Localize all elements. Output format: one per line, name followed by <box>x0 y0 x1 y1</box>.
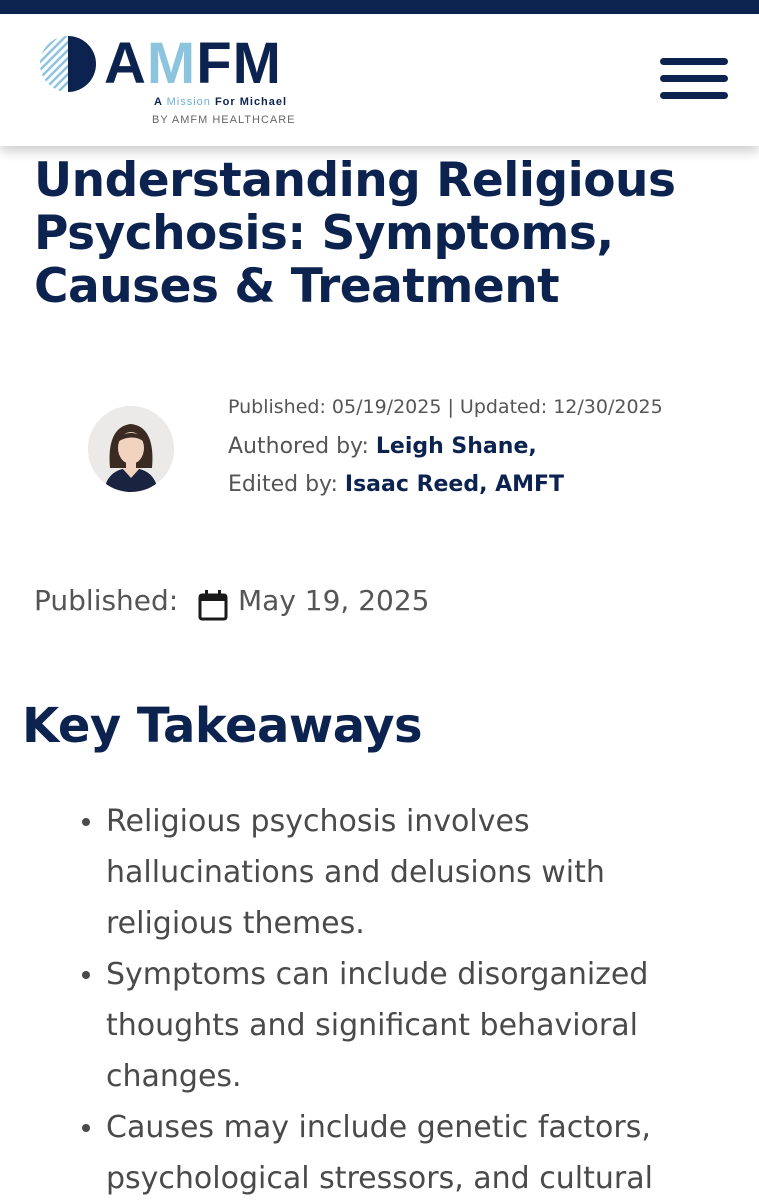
key-takeaways-heading: Key Takeaways <box>22 698 423 754</box>
site-header <box>0 14 759 146</box>
logo-word-accent: M <box>146 31 197 96</box>
logo-subline: BY AMFM HEALTHCARE <box>152 114 296 126</box>
list-item: Symptoms can include disorganized thoughts and significant behavioral changes. <box>80 949 720 1102</box>
logo-tagline-mission: Mission <box>166 96 211 108</box>
hamburger-menu-icon[interactable] <box>660 58 730 108</box>
avatar-portrait-icon <box>88 406 174 492</box>
logo-word-prefix: A <box>104 31 147 96</box>
calendar-icon <box>198 589 228 621</box>
logo-tagline-rest: For Michael <box>210 96 288 108</box>
author-avatar[interactable] <box>88 406 174 492</box>
menu-line <box>660 58 728 65</box>
key-takeaways-list <box>80 796 720 1200</box>
logo-tagline-a: A <box>154 96 167 108</box>
authored-by <box>228 434 537 459</box>
editor-link[interactable]: Isaac Reed, AMFT <box>344 472 565 497</box>
publish-update-dates: Published: 05/19/2025 | Updated: 12/30/2025 <box>228 396 663 418</box>
authored-label: Authored by: <box>228 434 376 459</box>
menu-line <box>660 75 728 82</box>
logo-wordmark <box>104 31 282 96</box>
edited-by <box>228 472 564 497</box>
author-link[interactable]: Leigh Shane, <box>375 434 537 459</box>
menu-line <box>660 92 728 99</box>
amfm-logo[interactable] <box>36 31 306 134</box>
author-meta <box>88 392 728 502</box>
list-item: Causes may include genetic factors, psychological stressors, and cultural <box>80 1102 720 1200</box>
list-item: Religious psychosis involves hallucinations and delusions with religious themes. <box>80 796 720 949</box>
logo-mark-icon <box>36 34 100 94</box>
published-date: May 19, 2025 <box>238 584 430 617</box>
edited-label: Edited by: <box>228 472 345 497</box>
logo-word-suffix: FM <box>196 31 282 96</box>
logo-tagline <box>154 96 287 108</box>
article-title: Understanding Religious Psychosis: Symptoms, Causes & Treatment <box>34 153 676 314</box>
top-accent-bar <box>0 0 759 14</box>
published-label: Published: <box>34 584 179 617</box>
